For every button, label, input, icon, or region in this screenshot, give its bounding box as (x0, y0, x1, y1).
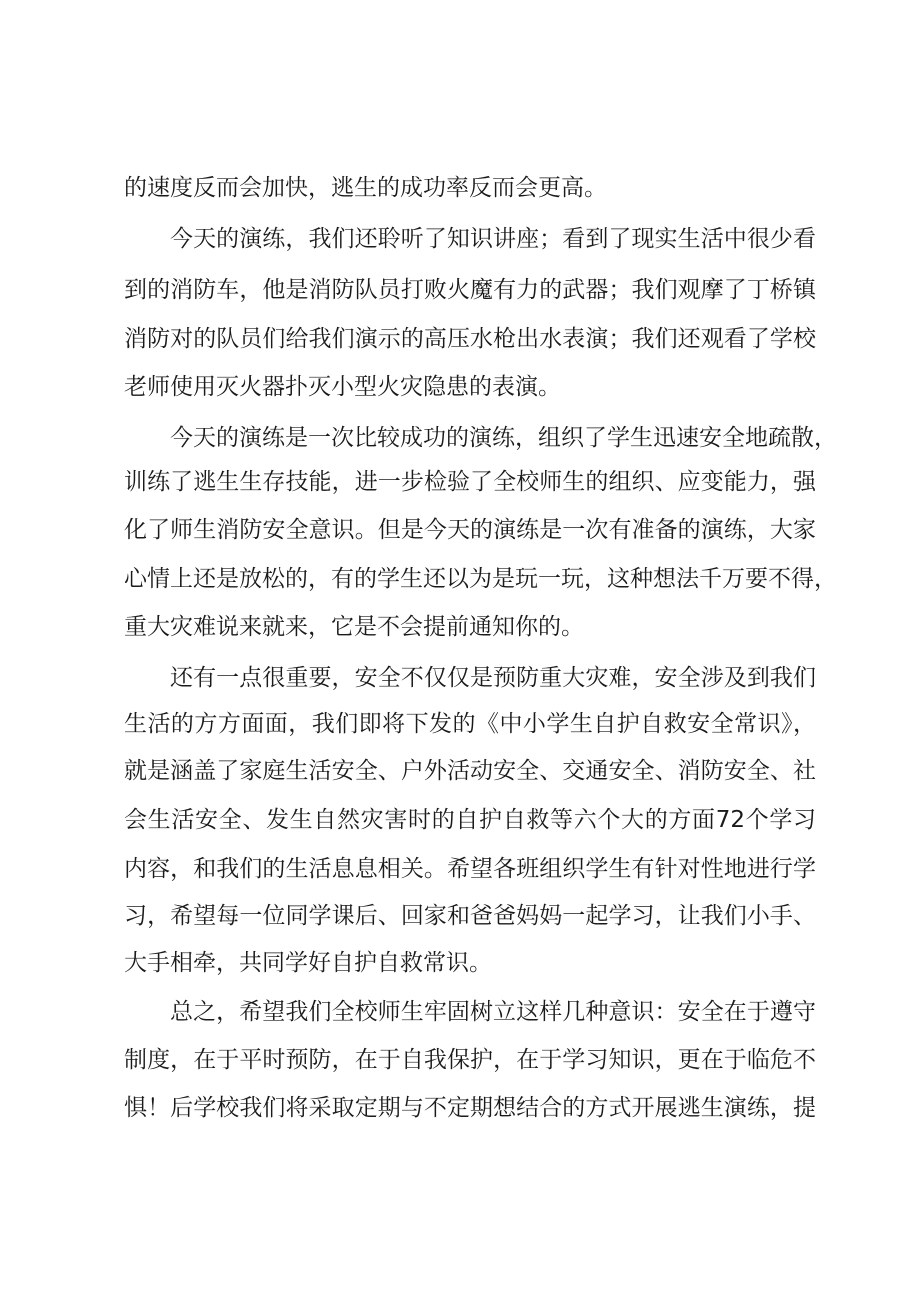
text-line: 化了师生消防安全意识。但是今天的演练是一次有准备的演练，大家 (124, 517, 816, 543)
text-line: 心情上还是放松的，有的学生还以为是玩一玩，这种想法千万要不得， (124, 566, 837, 592)
text-line: 内容，和我们的生活息息相关。希望各班组织学生有针对性地进行学 (124, 856, 816, 882)
text-line: 就是涵盖了家庭生活安全、户外活动安全、交通安全、消防安全、社 (124, 758, 816, 784)
text-line: 会生活安全、发生自然灾害时的自护自救等六个大的方面72个学习 (124, 807, 816, 833)
text-line: 生活的方方面面，我们即将下发的《中小学生自护自救安全常识》， (124, 711, 816, 737)
text-line: 制度，在于平时预防，在于自我保护，在于学习知识，更在于临危不 (124, 1047, 816, 1073)
text-line: 习，希望每一位同学课后、回家和爸爸妈妈一起学习，让我们小手、 (124, 903, 816, 929)
text-line: 重大灾难说来就来，它是不会提前通知你的。 (124, 614, 584, 640)
text-line: 的速度反而会加快，逃生的成功率反而会更高。 (124, 175, 607, 201)
text-line: 到的消防车，他是消防队员打败火魔有力的武器；我们观摩了丁桥镇 (124, 277, 816, 303)
text-line: 大手相牵，共同学好自护自救常识。 (124, 950, 492, 976)
text-line: 训练了逃生生存技能，进一步检验了全校师生的组织、应变能力，强 (124, 469, 816, 495)
text-line: 消防对的队员们给我们演示的高压水枪出水表演；我们还观看了学校 (124, 326, 816, 352)
paragraph-first-line: 今天的演练是一次比较成功的演练，组织了学生迅速安全地疏散， (170, 425, 837, 451)
text-line: 老师使用灭火器扑灭小型火灾隐患的表演。 (124, 374, 561, 400)
text-line: 惧！后学校我们将采取定期与不定期想结合的方式开展逃生演练，提 (124, 1095, 816, 1121)
paragraph-first-line: 还有一点很重要，安全不仅仅是预防重大灾难，安全涉及到我们 (170, 665, 816, 691)
paragraph-first-line: 今天的演练，我们还聆听了知识讲座；看到了现实生活中很少看 (170, 226, 816, 252)
paragraph-first-line: 总之，希望我们全校师生牢固树立这样几种意识：安全在于遵守 (170, 999, 816, 1025)
